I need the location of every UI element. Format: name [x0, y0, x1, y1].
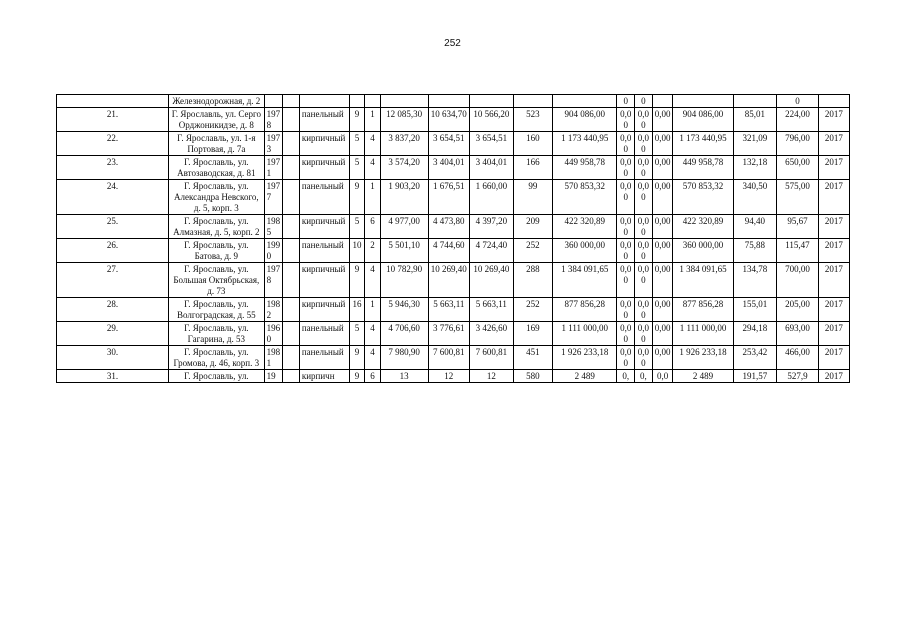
cell-build-year: 1971	[264, 156, 283, 180]
cell-wall-material: панельный	[299, 180, 349, 215]
cell-cost-share-1: 0,00	[617, 239, 635, 263]
cell-type-code	[283, 263, 300, 298]
cell-residents: 99	[513, 180, 552, 215]
cell-area-living: 4 473,80	[428, 215, 470, 239]
cell-cost-share-1: 0,00	[617, 156, 635, 180]
cell-row-number: 25.	[57, 215, 169, 239]
cell-cost-share-1: 0,00	[617, 108, 635, 132]
cell-residents: 169	[513, 322, 552, 346]
cell-floors: 9	[349, 346, 365, 370]
cell-address: Г. Ярославль, ул. Громова, д. 46, корп. 3	[169, 346, 264, 370]
cell-entrances: 6	[365, 215, 381, 239]
cell-type-code	[283, 322, 300, 346]
table-row	[57, 215, 850, 239]
cell-type-code	[283, 215, 300, 239]
cell-wall-material: панельный	[299, 108, 349, 132]
cell-floors: 9	[349, 370, 365, 383]
cell-row-number: 23.	[57, 156, 169, 180]
cell-cost-share-2: 0,00	[635, 263, 653, 298]
cell-cost-share-3: 0,00	[652, 239, 673, 263]
cell-max-unit-cost: 527,9	[777, 370, 819, 383]
cell-row-number: 22.	[57, 132, 169, 156]
cell-address: Г. Ярославль, ул. Алмазная, д. 5, корп. 2	[169, 215, 264, 239]
cell-area-total: 7 980,90	[380, 346, 428, 370]
cell-area-premises: 12	[470, 370, 514, 383]
cell-residents: 523	[513, 108, 552, 132]
cell-area-premises: 3 426,60	[470, 322, 514, 346]
cell-cost-share-2: 0,00	[635, 346, 653, 370]
cell-cost-share-1: 0,	[617, 370, 635, 383]
cell-residents: 252	[513, 239, 552, 263]
cell-cost-fund: 1 111 000,00	[673, 322, 733, 346]
cell-residents: 209	[513, 215, 552, 239]
cell-floors: 9	[349, 180, 365, 215]
cell-unit-cost: 321,09	[733, 132, 777, 156]
cell-cost-fund: 2 489	[673, 370, 733, 383]
cell-cost-share-2: 0,	[635, 370, 653, 383]
cell-type-code	[283, 239, 300, 263]
cell-area-total: 10 782,90	[380, 263, 428, 298]
cell-row-number: 27.	[57, 263, 169, 298]
cell-area-total: 3 837,20	[380, 132, 428, 156]
cell-area-living: 10 634,70	[428, 108, 470, 132]
cell-row-number: 31.	[57, 370, 169, 383]
table-row	[57, 95, 850, 108]
cell-area-living: 3 654,51	[428, 132, 470, 156]
cell-max-unit-cost: 466,00	[777, 346, 819, 370]
cell-wall-material: кирпичный	[299, 215, 349, 239]
cell-build-year: 1978	[264, 263, 283, 298]
cell-max-unit-cost: 0	[777, 95, 819, 108]
cell-entrances: 6	[365, 370, 381, 383]
cell-build-year: 1985	[264, 215, 283, 239]
cell-entrances: 1	[365, 180, 381, 215]
cell-row-number: 26.	[57, 239, 169, 263]
cell-address: Г. Ярославль, ул.	[169, 370, 264, 383]
cell-area-living: 5 663,11	[428, 298, 470, 322]
cell-floors: 5	[349, 132, 365, 156]
cell-cost-fund: 877 856,28	[673, 298, 733, 322]
cell-cost-total: 449 958,78	[553, 156, 617, 180]
cell-cost-fund: 904 086,00	[673, 108, 733, 132]
cell-cost-share-2: 0,00	[635, 180, 653, 215]
cell-completion-year: 2017	[818, 298, 849, 322]
cell-address: Г. Ярославль, ул. 1-я Портовая, д. 7а	[169, 132, 264, 156]
cell-cost-total: 1 384 091,65	[553, 263, 617, 298]
cell-wall-material: панельный	[299, 322, 349, 346]
cell-area-total	[380, 95, 428, 108]
cell-area-premises: 10 566,20	[470, 108, 514, 132]
table-row	[57, 132, 850, 156]
cell-cost-share-3: 0,00	[652, 298, 673, 322]
cell-build-year: 1982	[264, 298, 283, 322]
cell-area-living	[428, 95, 470, 108]
cell-completion-year: 2017	[818, 215, 849, 239]
cell-cost-share-2: 0	[635, 95, 653, 108]
cell-area-premises: 4 724,40	[470, 239, 514, 263]
cell-cost-share-1: 0,00	[617, 215, 635, 239]
cell-wall-material: панельный	[299, 239, 349, 263]
cell-area-total: 3 574,20	[380, 156, 428, 180]
cell-entrances: 4	[365, 263, 381, 298]
cell-cost-total: 877 856,28	[553, 298, 617, 322]
cell-unit-cost: 155,01	[733, 298, 777, 322]
cell-entrances	[365, 95, 381, 108]
table-row	[57, 108, 850, 132]
cell-row-number: 28.	[57, 298, 169, 322]
cell-max-unit-cost: 224,00	[777, 108, 819, 132]
cell-area-living: 12	[428, 370, 470, 383]
cell-residents: 580	[513, 370, 552, 383]
cell-wall-material: кирпичный	[299, 156, 349, 180]
cell-area-premises: 4 397,20	[470, 215, 514, 239]
cell-max-unit-cost: 693,00	[777, 322, 819, 346]
cell-completion-year: 2017	[818, 108, 849, 132]
cell-completion-year: 2017	[818, 156, 849, 180]
table-row	[57, 180, 850, 215]
cell-cost-share-3: 0,00	[652, 156, 673, 180]
cell-completion-year: 2017	[818, 370, 849, 383]
cell-area-living: 3 776,61	[428, 322, 470, 346]
cell-entrances: 4	[365, 322, 381, 346]
cell-completion-year: 2017	[818, 132, 849, 156]
cell-cost-fund: 360 000,00	[673, 239, 733, 263]
cell-area-total: 4 977,00	[380, 215, 428, 239]
cell-area-living: 4 744,60	[428, 239, 470, 263]
cell-type-code	[283, 346, 300, 370]
cell-floors: 9	[349, 108, 365, 132]
cell-cost-share-3: 0,00	[652, 108, 673, 132]
cell-area-living: 7 600,81	[428, 346, 470, 370]
cell-cost-total: 1 926 233,18	[553, 346, 617, 370]
cell-cost-share-2: 0,00	[635, 215, 653, 239]
table-row	[57, 156, 850, 180]
cell-type-code	[283, 156, 300, 180]
cell-area-premises	[470, 95, 514, 108]
cell-residents	[513, 95, 552, 108]
cell-cost-share-3	[652, 95, 673, 108]
cell-row-number	[57, 95, 169, 108]
cell-floors: 5	[349, 215, 365, 239]
cell-cost-fund: 1 926 233,18	[673, 346, 733, 370]
cell-max-unit-cost: 796,00	[777, 132, 819, 156]
cell-entrances: 2	[365, 239, 381, 263]
cell-cost-share-3: 0,00	[652, 132, 673, 156]
cell-address: Г. Ярославль, ул. Александра Невского, д. 5, корп. 3	[169, 180, 264, 215]
cell-residents: 451	[513, 346, 552, 370]
cell-unit-cost: 85,01	[733, 108, 777, 132]
cell-completion-year: 2017	[818, 239, 849, 263]
cell-cost-share-2: 0,00	[635, 298, 653, 322]
cell-area-living: 3 404,01	[428, 156, 470, 180]
cell-cost-total: 1 173 440,95	[553, 132, 617, 156]
cell-completion-year	[818, 95, 849, 108]
cell-address: Г. Ярославль, ул. Гагарина, д. 53	[169, 322, 264, 346]
cell-area-premises: 7 600,81	[470, 346, 514, 370]
cell-max-unit-cost: 650,00	[777, 156, 819, 180]
housing-registry-table	[56, 94, 850, 383]
cell-address: Г. Ярославль, ул. Автозаводская, д. 81	[169, 156, 264, 180]
cell-unit-cost: 253,42	[733, 346, 777, 370]
cell-area-total: 4 706,60	[380, 322, 428, 346]
cell-completion-year: 2017	[818, 180, 849, 215]
cell-cost-share-1: 0,00	[617, 132, 635, 156]
cell-cost-fund: 1 173 440,95	[673, 132, 733, 156]
cell-build-year: 1977	[264, 180, 283, 215]
cell-area-premises: 3 404,01	[470, 156, 514, 180]
cell-cost-fund: 570 853,32	[673, 180, 733, 215]
cell-area-living: 10 269,40	[428, 263, 470, 298]
cell-unit-cost: 191,57	[733, 370, 777, 383]
cell-cost-share-3: 0,00	[652, 263, 673, 298]
cell-max-unit-cost: 700,00	[777, 263, 819, 298]
cell-area-total: 13	[380, 370, 428, 383]
cell-floors: 5	[349, 156, 365, 180]
cell-row-number: 21.	[57, 108, 169, 132]
cell-cost-total: 422 320,89	[553, 215, 617, 239]
cell-build-year: 1978	[264, 108, 283, 132]
cell-unit-cost: 132,18	[733, 156, 777, 180]
cell-cost-fund: 1 384 091,65	[673, 263, 733, 298]
cell-completion-year: 2017	[818, 346, 849, 370]
cell-cost-total: 2 489	[553, 370, 617, 383]
cell-area-total: 12 085,30	[380, 108, 428, 132]
cell-max-unit-cost: 575,00	[777, 180, 819, 215]
table-row	[57, 346, 850, 370]
cell-entrances: 1	[365, 298, 381, 322]
cell-cost-share-3: 0,00	[652, 322, 673, 346]
cell-cost-share-2: 0,00	[635, 132, 653, 156]
cell-build-year: 1981	[264, 346, 283, 370]
table-row	[57, 370, 850, 383]
cell-cost-share-1: 0,00	[617, 298, 635, 322]
cell-wall-material: кирпичный	[299, 263, 349, 298]
cell-residents: 252	[513, 298, 552, 322]
cell-unit-cost	[733, 95, 777, 108]
cell-area-premises: 1 660,00	[470, 180, 514, 215]
cell-row-number: 24.	[57, 180, 169, 215]
cell-build-year	[264, 95, 283, 108]
cell-build-year: 19	[264, 370, 283, 383]
cell-cost-total: 1 111 000,00	[553, 322, 617, 346]
cell-wall-material: панельный	[299, 346, 349, 370]
cell-cost-share-1: 0,00	[617, 180, 635, 215]
cell-cost-share-3: 0,00	[652, 180, 673, 215]
cell-area-total: 5 946,30	[380, 298, 428, 322]
cell-type-code	[283, 108, 300, 132]
cell-cost-share-3: 0,00	[652, 215, 673, 239]
cell-completion-year: 2017	[818, 322, 849, 346]
cell-build-year: 1960	[264, 322, 283, 346]
cell-cost-fund	[673, 95, 733, 108]
cell-cost-share-1: 0,00	[617, 322, 635, 346]
cell-area-total: 1 903,20	[380, 180, 428, 215]
cell-entrances: 1	[365, 108, 381, 132]
cell-address: Г. Ярославль, ул. Волгоградская, д. 55	[169, 298, 264, 322]
cell-floors: 5	[349, 322, 365, 346]
cell-cost-share-2: 0,00	[635, 239, 653, 263]
cell-cost-total: 360 000,00	[553, 239, 617, 263]
cell-cost-share-2: 0,00	[635, 322, 653, 346]
cell-max-unit-cost: 115,47	[777, 239, 819, 263]
cell-cost-share-3: 0,00	[652, 346, 673, 370]
cell-wall-material: кирпичный	[299, 132, 349, 156]
cell-max-unit-cost: 205,00	[777, 298, 819, 322]
cell-completion-year: 2017	[818, 263, 849, 298]
cell-area-premises: 10 269,40	[470, 263, 514, 298]
cell-unit-cost: 94,40	[733, 215, 777, 239]
cell-floors: 16	[349, 298, 365, 322]
cell-residents: 160	[513, 132, 552, 156]
cell-address: Г. Ярославль, ул. Батова, д. 9	[169, 239, 264, 263]
cell-cost-share-1: 0	[617, 95, 635, 108]
cell-row-number: 29.	[57, 322, 169, 346]
cell-cost-share-3: 0,0	[652, 370, 673, 383]
cell-type-code	[283, 298, 300, 322]
cell-wall-material: кирпичный	[299, 298, 349, 322]
cell-cost-total	[553, 95, 617, 108]
table-row	[57, 239, 850, 263]
cell-unit-cost: 134,78	[733, 263, 777, 298]
cell-cost-fund: 422 320,89	[673, 215, 733, 239]
cell-area-total: 5 501,10	[380, 239, 428, 263]
cell-build-year: 1973	[264, 132, 283, 156]
cell-entrances: 4	[365, 156, 381, 180]
cell-type-code	[283, 370, 300, 383]
cell-unit-cost: 75,88	[733, 239, 777, 263]
cell-type-code	[283, 180, 300, 215]
cell-type-code	[283, 132, 300, 156]
cell-cost-total: 570 853,32	[553, 180, 617, 215]
cell-residents: 288	[513, 263, 552, 298]
cell-area-living: 1 676,51	[428, 180, 470, 215]
cell-unit-cost: 294,18	[733, 322, 777, 346]
cell-type-code	[283, 95, 300, 108]
cell-wall-material	[299, 95, 349, 108]
cell-cost-share-2: 0,00	[635, 108, 653, 132]
cell-floors	[349, 95, 365, 108]
cell-row-number: 30.	[57, 346, 169, 370]
cell-entrances: 4	[365, 132, 381, 156]
table-row	[57, 263, 850, 298]
cell-address: Г. Ярославль, ул. Большая Октябрьская, д. 73	[169, 263, 264, 298]
cell-entrances: 4	[365, 346, 381, 370]
cell-wall-material: кирпичн	[299, 370, 349, 383]
cell-build-year: 1990	[264, 239, 283, 263]
cell-max-unit-cost: 95,67	[777, 215, 819, 239]
table-row	[57, 298, 850, 322]
page-number: 252	[444, 38, 461, 49]
cell-cost-share-1: 0,00	[617, 346, 635, 370]
cell-unit-cost: 340,50	[733, 180, 777, 215]
cell-floors: 9	[349, 263, 365, 298]
cell-cost-share-1: 0,00	[617, 263, 635, 298]
cell-floors: 10	[349, 239, 365, 263]
cell-area-premises: 3 654,51	[470, 132, 514, 156]
table-body	[57, 95, 850, 383]
cell-cost-share-2: 0,00	[635, 156, 653, 180]
table-row	[57, 322, 850, 346]
cell-area-premises: 5 663,11	[470, 298, 514, 322]
cell-cost-total: 904 086,00	[553, 108, 617, 132]
cell-address: Г. Ярославль, ул. Серго Орджоникидзе, д. 8	[169, 108, 264, 132]
cell-residents: 166	[513, 156, 552, 180]
cell-cost-fund: 449 958,78	[673, 156, 733, 180]
cell-address: Железнодорожная, д. 2	[169, 95, 264, 108]
